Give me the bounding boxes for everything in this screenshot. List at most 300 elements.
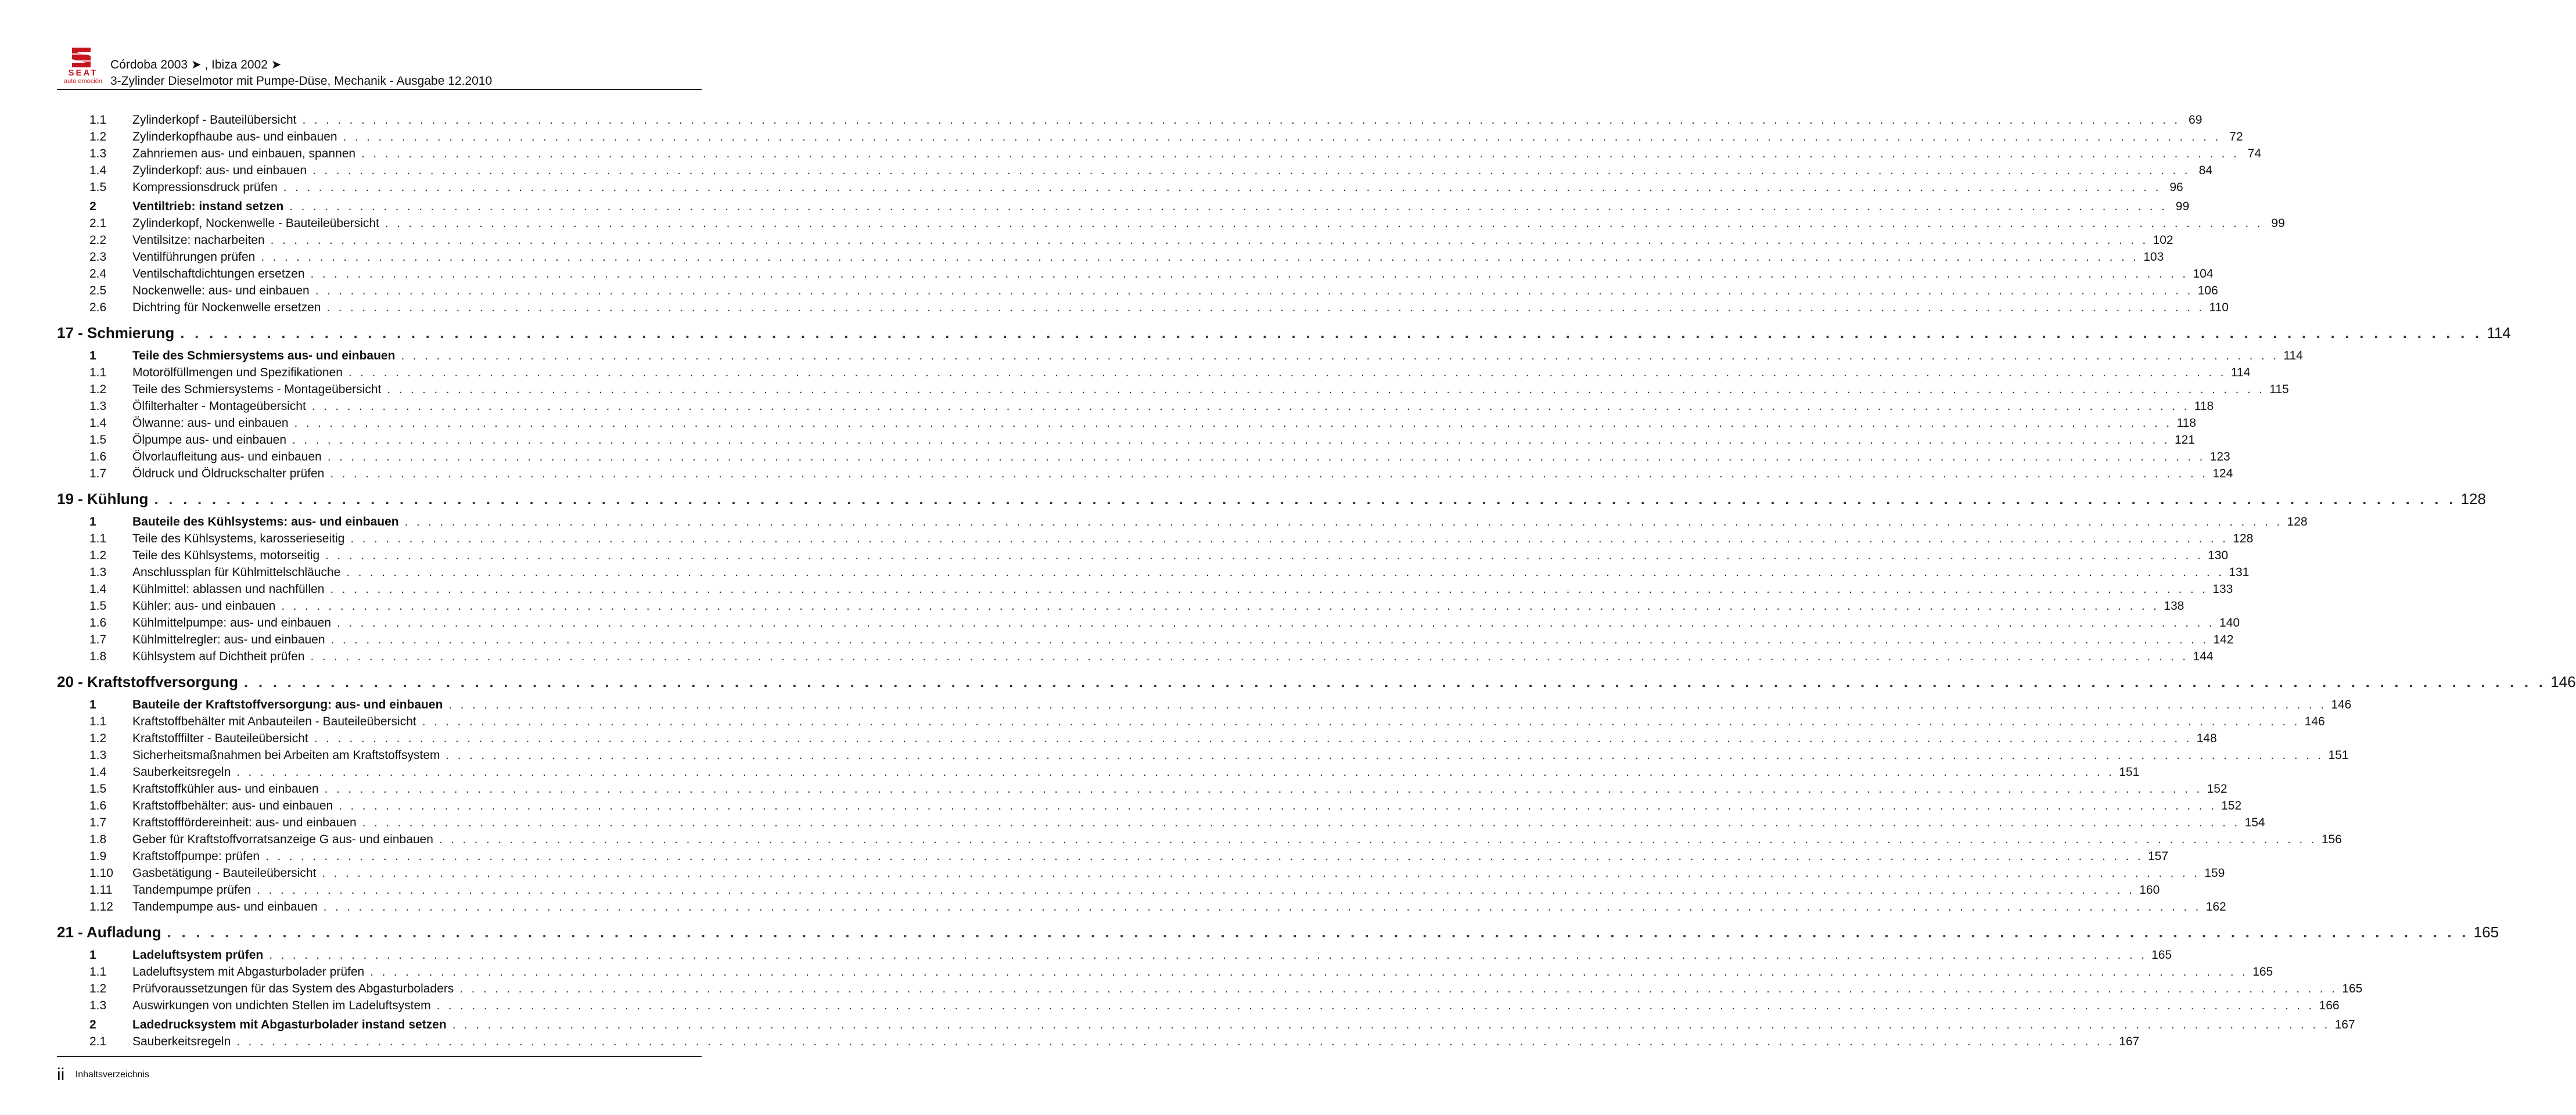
toc-entry-line [132,581,2233,598]
toc-entry-number: 1 [89,515,96,528]
toc-dot-leader: . . . . . . . . . . . . . . . . . . . . . . . . . . . . . . . . . . . . . . . . . . . . . . . . . . . . . . . . . . . . . . . . . . . . . . . . . . . . . . . . . . . . . . . . . . . . . . . . . . . . . . . . . . . . . . . . . . . . . . . . . . . . . . . . . . . . . . . . . . . . . . . . . . . . . . . . . . . . . . . . [362,816,2240,829]
toc-entry-page: 96 [2169,181,2183,194]
toc-dot-leader: . . . . . . . . . . . . . . . . . . . . . . . . . . . . . . . . . . . . . . . . . . . . . . . . . . . . . . . . . . . . . . . . . . . . . . . . . . . . . . . . . . . . . . . . . . . . . . . . . . . . . . . . . . . . . . . . . . . . . . . . . . . . . . . . . . . . . . . . . . . . . . . . . . . . . . . . . . . . . . . . [325,549,2204,562]
toc-entry-title: Auswirkungen von undichten Stellen im Ladeluftsystem [132,999,431,1012]
toc-entry-number: 2 [89,1018,96,1031]
toc-entry[interactable] [57,865,2225,882]
toc-entry-title: Kühlmittelregler: aus- und einbauen [132,633,325,646]
toc-entry-page: 99 [2175,200,2190,213]
toc-entry-number: 1.1 [89,715,107,728]
toc-entry-line [132,865,2225,882]
toc-entry-number: 1.5 [89,181,107,194]
toc-entry-page: 124 [2212,467,2233,480]
toc-dot-leader: . . . . . . . . . . . . . . . . . . . . . . . . . . . . . . . . . . . . . . . . . . . . . . . . . . . . . . . . . . . . . . . . . . . . . . . . . . . . . . . . . . . . . . . . . . . . . . . . . . . . . . . . . . . . . . . . . . . . . . . . . . . . . . . . . . . . . . . . . . . . . . . . . . . . . . . . . . . . . . . . [322,866,2200,880]
toc-entry-title: Prüfvoraussetzungen für das System des Abgasturboladers [132,982,454,995]
toc-entry-line [132,215,2285,232]
toc-entry-page: 146 [2304,715,2325,728]
toc-entry-title: Kraftstofffördereinheit: aus- und einbauen [132,816,357,829]
toc-entry-line [132,713,2325,730]
toc-entry-title: Öldruck und Öldruckschalter prüfen [132,467,325,480]
toc-dot-leader: . . . . . . . . . . . . . . . . . . . . . . . . . . . . . . . . . . . . . . . . . . . . . . . . . . . . . . . . . . . . . . . . . . . . . . . . . . . . . . . . . . . . . . . . . . . . . . . . . . . . . . . . . . . . . . . . . . . . . . . . . . . . . . . . . . . . . . . . . . . . . . . . . . . . . . . . . . . . . . . . [167,923,2469,941]
toc-entry[interactable] [57,179,2183,196]
toc-entry-page: 167 [2334,1018,2355,1031]
toc-entry-title: Kraftstoffpumpe: prüfen [132,850,260,863]
toc-entry-number: 1.3 [89,566,107,579]
toc-entry-line [132,882,2160,898]
toc-entry-title: Kühlmittelpumpe: aus- und einbauen [132,616,332,630]
toc-entry[interactable] [57,249,2164,265]
toc-entry-number: 1.7 [89,816,107,829]
toc-entry-page: 154 [2244,816,2265,829]
toc-entry[interactable] [57,898,2226,915]
toc-entry-line [132,265,2214,282]
toc-chapter-entry[interactable] [57,484,2486,513]
seat-emblem-icon [69,46,94,69]
toc-entry[interactable] [57,780,2227,797]
toc-entry-line [132,112,2203,128]
toc-entry[interactable] [57,713,2325,730]
toc-entry-number: 1.3 [89,749,107,762]
toc-entry-page: 128 [2460,490,2486,508]
toc-dot-leader: . . . . . . . . . . . . . . . . . . . . . . . . . . . . . . . . . . . . . . . . . . . . . . . . . . . . . . . . . . . . . . . . . . . . . . . . . . . . . . . . . . . . . . . . . . . . . . . . . . . . . . . . . . . . . . . . . . . . . . . . . . . . . . . . . . . . . . . . . . . . . . . . . . . . . . . . . . . . . . . . [445,749,2324,762]
toc-entry-line [132,431,2195,448]
toc-dot-leader: . . . . . . . . . . . . . . . . . . . . . . . . . . . . . . . . . . . . . . . . . . . . . . . . . . . . . . . . . . . . . . . . . . . . . . . . . . . . . . . . . . . . . . . . . . . . . . . . . . . . . . . . . . . . . . . . . . . . . . . . . . . . . . . . . . . . . . . . . . . . . . . . . . . . . . . . . . . . . . . . [257,883,2135,897]
toc-entry-number: 1.1 [89,532,107,545]
header-divider [57,89,702,90]
toc-entry-page: 167 [2119,1035,2140,1048]
toc-entry-number: 1.5 [89,782,107,796]
toc-entry-title: Kompressionsdruck prüfen [132,181,278,194]
toc-entry-line [132,598,2185,614]
toc-entry-number: 1.5 [89,599,107,613]
toc-dot-leader: . . . . . . . . . . . . . . . . . . . . . . . . . . . . . . . . . . . . . . . . . . . . . . . . . . . . . . . . . . . . . . . . . . . . . . . . . . . . . . . . . . . . . . . . . . . . . . . . . . . . . . . . . . . . . . . . . . . . . . . . . . . . . . . . . . . . . . . . . . . . . . . . . . . . . . . . . . . . . . . . [270,233,2149,247]
toc-entry-title: Ölwanne: aus- und einbauen [132,416,289,430]
toc-entry-number: 2.1 [89,217,107,230]
toc-entry-page: 146 [2331,698,2352,711]
toc-entry-number: 1.4 [89,765,107,779]
toc-entry[interactable] [57,530,2254,547]
toc-dot-leader: . . . . . . . . . . . . . . . . . . . . . . . . . . . . . . . . . . . . . . . . . . . . . . . . . . . . . . . . . . . . . . . . . . . . . . . . . . . . . . . . . . . . . . . . . . . . . . . . . . . . . . . . . . . . . . . . . . . . . . . . . . . . . . . . . . . . . . . . . . . . . . . . . . . . . . . . . . . . . . . . [337,616,2215,630]
toc-entry-page: 114 [2230,366,2251,379]
toc-dot-leader: . . . . . . . . . . . . . . . . . . . . . . . . . . . . . . . . . . . . . . . . . . . . . . . . . . . . . . . . . . . . . . . . . . . . . . . . . . . . . . . . . . . . . . . . . . . . . . . . . . . . . . . . . . . . . . . . . . . . . . . . . . . . . . . . . . . . . . . . . . . . . . . . . . . . . . . . . . . . . . . . [154,490,2456,508]
toc-entry-title: 20 - Kraftstoffversorgung [57,673,239,690]
logo-wordmark: SEAT [68,68,98,78]
toc-dot-leader: . . . . . . . . . . . . . . . . . . . . . . . . . . . . . . . . . . . . . . . . . . . . . . . . . . . . . . . . . . . . . . . . . . . . . . . . . . . . . . . . . . . . . . . . . . . . . . . . . . . . . . . . . . . . . . . . . . . . . . . . . . . . . . . . . . . . . . . . . . . . . . . . . . . . . . . . . . . . . . . . [315,284,2193,297]
toc-entry-page: 114 [2283,349,2303,362]
toc-entry-number: 2.6 [89,301,107,314]
toc-entry-number: 1 [89,948,96,962]
toc-entry-page: 102 [2153,233,2173,247]
toc-entry[interactable] [57,882,2160,898]
toc-entry-title: Ventilsitze: nacharbeiten [132,233,265,247]
toc-entry-number: 2.1 [89,1035,107,1048]
toc-entry-page: 133 [2212,582,2233,596]
toc-entry-page: 99 [2271,217,2285,230]
toc-entry-page: 159 [2204,866,2225,880]
toc-entry[interactable] [57,581,2233,598]
header-title-manual: 3-Zylinder Dieselmotor mit Pumpe-Düse, Mechanik - Ausgabe 12.2010 [110,74,493,88]
toc-entry-line [132,530,2254,547]
toc-section-entry[interactable] [57,1016,2355,1033]
toc-entry-line [132,997,2340,1014]
toc-entry[interactable] [57,747,2349,764]
toc-entry-number: 1.9 [89,850,107,863]
toc-entry-page: 165 [2342,982,2363,995]
toc-entry-title: Sauberkeitsregeln [132,765,231,779]
toc-entry-line [57,918,2499,947]
toc-entry[interactable] [57,145,2262,162]
toc-entry-line [132,898,2226,915]
toc-dot-leader: . . . . . . . . . . . . . . . . . . . . . . . . . . . . . . . . . . . . . . . . . . . . . . . . . . . . . . . . . . . . . . . . . . . . . . . . . . . . . . . . . . . . . . . . . . . . . . . . . . . . . . . . . . . . . . . . . . . . . . . . . . . . . . . . . . . . . . . . . . . . . . . . . . . . . . . . . . . . . . . . [302,113,2180,127]
toc-entry-number: 1.2 [89,130,107,143]
toc-entry-number: 1.4 [89,582,107,596]
toc-entry[interactable] [57,112,2203,128]
toc-entry-title: Teile des Kühlsystems, karosserieseitig [132,532,345,545]
toc-entry[interactable] [57,848,2169,865]
toc-entry-number: 1.4 [89,416,107,430]
toc-entry-line [132,1016,2355,1033]
toc-entry-number: 1 [89,349,96,362]
toc-entry[interactable] [57,415,2196,431]
toc-dot-leader: . . . . . . . . . . . . . . . . . . . . . . . . . . . . . . . . . . . . . . . . . . . . . . . . . . . . . . . . . . . . . . . . . . . . . . . . . . . . . . . . . . . . . . . . . . . . . . . . . . . . . . . . . . . . . . . . . . . . . . . . . . . . . . . . . . . . . . . . . . . . . . . . . . . . . . . . . . . . . . . . [236,1035,2115,1048]
toc-entry-line [132,299,2229,316]
toc-entry-page: 165 [2473,923,2499,941]
toc-entry-line [132,465,2233,482]
toc-entry[interactable] [57,162,2212,179]
toc-dot-leader: . . . . . . . . . . . . . . . . . . . . . . . . . . . . . . . . . . . . . . . . . . . . . . . . . . . . . . . . . . . . . . . . . . . . . . . . . . . . . . . . . . . . . . . . . . . . . . . . . . . . . . . . . . . . . . . . . . . . . . . . . . . . . . . . . . . . . . . . . . . . . . . . . . . . . . . . . . . . . . . . [385,217,2263,230]
toc-dot-leader: . . . . . . . . . . . . . . . . . . . . . . . . . . . . . . . . . . . . . . . . . . . . . . . . . . . . . . . . . . . . . . . . . . . . . . . . . . . . . . . . . . . . . . . . . . . . . . . . . . . . . . . . . . . . . . . . . . . . . . . . . . . . . . . . . . . . . . . . . . . . . . . . . . . . . . . . . . . . . . . . [314,732,2192,745]
toc-entry-page: 128 [2233,532,2254,545]
toc-section-entry[interactable] [57,947,2172,963]
toc-entry-line [132,145,2262,162]
toc-entry[interactable] [57,980,2363,997]
toc-entry[interactable] [57,265,2214,282]
toc-entry-number: 1.6 [89,616,107,630]
toc-entry-line [132,513,2308,530]
toc-dot-leader: . . . . . . . . . . . . . . . . . . . . . . . . . . . . . . . . . . . . . . . . . . . . . . . . . . . . . . . . . . . . . . . . . . . . . . . . . . . . . . . . . . . . . . . . . . . . . . . . . . . . . . . . . . . . . . . . . . . . . . . . . . . . . . . . . . . . . . . . . . . . . . . . . . . . . . . . . . . . . . . . [281,599,2160,613]
toc-entry-line [132,232,2173,249]
toc-entry[interactable] [57,764,2140,780]
toc-dot-leader: . . . . . . . . . . . . . . . . . . . . . . . . . . . . . . . . . . . . . . . . . . . . . . . . . . . . . . . . . . . . . . . . . . . . . . . . . . . . . . . . . . . . . . . . . . . . . . . . . . . . . . . . . . . . . . . . . . . . . . . . . . . . . . . . . . . . . . . . . . . . . . . . . . . . . . . . . . . . . . . . [324,782,2203,796]
toc-dot-leader: . . . . . . . . . . . . . . . . . . . . . . . . . . . . . . . . . . . . . . . . . . . . . . . . . . . . . . . . . . . . . . . . . . . . . . . . . . . . . . . . . . . . . . . . . . . . . . . . . . . . . . . . . . . . . . . . . . . . . . . . . . . . . . . . . . . . . . . . . . . . . . . . . . . . . . . . . . . . . . . . [327,450,2205,463]
toc-entry-line [132,631,2234,648]
toc-entry-page: 162 [2205,900,2226,913]
toc-entry-number: 1.7 [89,633,107,646]
toc-dot-leader: . . . . . . . . . . . . . . . . . . . . . . . . . . . . . . . . . . . . . . . . . . . . . . . . . . . . . . . . . . . . . . . . . . . . . . . . . . . . . . . . . . . . . . . . . . . . . . . . . . . . . . . . . . . . . . . . . . . . . . . . . . . . . . . . . . . . . . . . . . . . . . . . . . . . . . . . . . . . . . . . [326,301,2205,314]
toc-section-entry[interactable] [57,198,2190,215]
toc-entry-title: Kühler: aus- und einbauen [132,599,276,613]
toc-entry-page: 118 [2194,400,2214,413]
toc-entry-title: Ladeluftsystem mit Abgasturbolader prüfen [132,965,365,979]
toc-entry-page: 152 [2221,799,2242,812]
toc-entry-number: 1.6 [89,799,107,812]
toc-entry-page: 165 [2151,948,2172,962]
toc-entry-number: 2.3 [89,250,107,264]
toc-entry-title: Zylinderkopf, Nockenwelle - Bauteileübersicht [132,217,379,230]
toc-entry-number: 1.5 [89,433,107,447]
toc-dot-leader: . . . . . . . . . . . . . . . . . . . . . . . . . . . . . . . . . . . . . . . . . . . . . . . . . . . . . . . . . . . . . . . . . . . . . . . . . . . . . . . . . . . . . . . . . . . . . . . . . . . . . . . . . . . . . . . . . . . . . . . . . . . . . . . . . . . . . . . . . . . . . . . . . . . . . . . . . . . . . . . . [236,765,2115,779]
toc-entry-number: 2 [89,200,96,213]
toc-entry-number: 1.12 [89,900,113,913]
toc-entry-page: 118 [2176,416,2196,430]
toc-entry-title: Sauberkeitsregeln [132,1035,231,1048]
toc-entry-number: 1.1 [89,113,107,127]
toc-entry-title: 17 - Schmierung [57,324,175,341]
toc-entry[interactable] [57,1033,2140,1050]
toc-entry-number: 1.11 [89,883,113,897]
toc-entry-page: 140 [2219,616,2240,630]
toc-section-entry[interactable] [57,347,2303,364]
toc-dot-leader: . . . . . . . . . . . . . . . . . . . . . . . . . . . . . . . . . . . . . . . . . . . . . . . . . . . . . . . . . . . . . . . . . . . . . . . . . . . . . . . . . . . . . . . . . . . . . . . . . . . . . . . . . . . . . . . . . . . . . . . . . . . . . . . . . . . . . . . . . . . . . . . . . . . . . . . . . . . . . . . . [401,349,2279,362]
toc-entry[interactable] [57,282,2218,299]
footer-section-name: Inhaltsverzeichnis [75,1070,149,1080]
toc-entry-title: Anschlussplan für Kühlmittelschläuche [132,566,341,579]
toc-entry[interactable] [57,398,2214,415]
toc-entry[interactable] [57,215,2285,232]
toc-entry-title: Nockenwelle: aus- und einbauen [132,284,310,297]
toc-entry-page: 144 [2193,650,2214,663]
toc-dot-leader: . . . . . . . . . . . . . . . . . . . . . . . . . . . . . . . . . . . . . . . . . . . . . . . . . . . . . . . . . . . . . . . . . . . . . . . . . . . . . . . . . . . . . . . . . . . . . . . . . . . . . . . . . . . . . . . . . . . . . . . . . . . . . . . . . . . . . . . . . . . . . . . . . . . . . . . . . . . . . . . . [448,698,2327,711]
toc-entry-title: Kühlmittel: ablassen und nachfüllen [132,582,325,596]
toc-entry-title: Kraftstofffilter - Bauteileübersicht [132,732,308,745]
toc-entry[interactable] [57,648,2214,665]
toc-entry-page: 106 [2197,284,2218,297]
toc-entry-page: 165 [2252,965,2273,979]
toc-entry-title: Bauteile des Kühlsystems: aus- und einbauen [132,515,399,528]
toc-entry-number: 1.2 [89,383,107,396]
toc-entry-page: 128 [2287,515,2308,528]
toc-entry-number: 2.5 [89,284,107,297]
toc-entry-line [132,381,2289,398]
toc-entry-line [132,831,2342,848]
toc-entry-line [57,667,2576,696]
toc-chapter-entry[interactable] [57,667,2576,696]
toc-entry-line [132,648,2214,665]
toc-entry-title: Gasbetätigung - Bauteileübersicht [132,866,317,880]
toc-dot-leader: . . . . . . . . . . . . . . . . . . . . . . . . . . . . . . . . . . . . . . . . . . . . . . . . . . . . . . . . . . . . . . . . . . . . . . . . . . . . . . . . . . . . . . . . . . . . . . . . . . . . . . . . . . . . . . . . . . . . . . . . . . . . . . . . . . . . . . . . . . . . . . . . . . . . . . . . . . . . . . . . [348,366,2226,379]
toc-entry-line [132,947,2172,963]
toc-entry-title: Ölpumpe aus- und einbauen [132,433,287,447]
toc-entry-page: 148 [2196,732,2217,745]
toc-dot-leader: . . . . . . . . . . . . . . . . . . . . . . . . . . . . . . . . . . . . . . . . . . . . . . . . . . . . . . . . . . . . . . . . . . . . . . . . . . . . . . . . . . . . . . . . . . . . . . . . . . . . . . . . . . . . . . . . . . . . . . . . . . . . . . . . . . . . . . . . . . . . . . . . . . . . . . . . . . . . . . . . [289,200,2168,213]
toc-entry[interactable] [57,232,2173,249]
toc-entry-page: 69 [2189,113,2203,127]
toc-entry-page: 110 [2209,301,2229,314]
toc-entry-number: 1.3 [89,147,107,160]
toc-entry[interactable] [57,814,2265,831]
toc-entry[interactable] [57,381,2289,398]
toc-entry-title: Tandempumpe aus- und einbauen [132,900,318,913]
toc-entry-title: Zylinderkopf: aus- und einbauen [132,164,307,177]
toc-dot-leader: . . . . . . . . . . . . . . . . . . . . . . . . . . . . . . . . . . . . . . . . . . . . . . . . . . . . . . . . . . . . . . . . . . . . . . . . . . . . . . . . . . . . . . . . . . . . . . . . . . . . . . . . . . . . . . . . . . . . . . . . . . . . . . . . . . . . . . . . . . . . . . . . . . . . . . . . . . . . . . . . [343,130,2221,143]
toc-entry-line [57,484,2486,513]
toc-entry-line [132,282,2218,299]
toc-entry-line [132,614,2240,631]
toc-dot-leader: . . . . . . . . . . . . . . . . . . . . . . . . . . . . . . . . . . . . . . . . . . . . . . . . . . . . . . . . . . . . . . . . . . . . . . . . . . . . . . . . . . . . . . . . . . . . . . . . . . . . . . . . . . . . . . . . . . . . . . . . . . . . . . . . . . . . . . . . . . . . . . . . . . . . . . . . . . . . . . . . [323,900,2201,913]
page-footer [57,1065,149,1088]
toc-entry-page: 114 [2487,324,2511,341]
toc-entry-line [132,780,2227,797]
toc-entry[interactable] [57,448,2230,465]
toc-entry-title: Tandempumpe prüfen [132,883,252,897]
toc-entry-page: 151 [2328,749,2349,762]
toc-entry-number: 1 [89,698,96,711]
toc-entry-page: 138 [2164,599,2185,613]
toc-entry-page: 130 [2208,549,2229,562]
page-number: ii [57,1065,65,1084]
toc-entry-line [132,747,2349,764]
toc-entry-title: Ventilschaftdichtungen ersetzen [132,267,305,280]
toc-entry[interactable] [57,299,2229,316]
toc-entry-page: 160 [2139,883,2160,897]
toc-entry-number: 1.1 [89,965,107,979]
toc-entry[interactable] [57,465,2233,482]
toc-dot-leader: . . . . . . . . . . . . . . . . . . . . . . . . . . . . . . . . . . . . . . . . . . . . . . . . . . . . . . . . . . . . . . . . . . . . . . . . . . . . . . . . . . . . . . . . . . . . . . . . . . . . . . . . . . . . . . . . . . . . . . . . . . . . . . . . . . . . . . . . . . . . . . . . . . . . . . . . . . . . . . . . [387,383,2265,396]
toc-entry-title: Teile des Schmiersystems aus- und einbauen [132,349,396,362]
toc-entry[interactable] [57,431,2195,448]
toc-dot-leader: . . . . . . . . . . . . . . . . . . . . . . . . . . . . . . . . . . . . . . . . . . . . . . . . . . . . . . . . . . . . . . . . . . . . . . . . . . . . . . . . . . . . . . . . . . . . . . . . . . . . . . . . . . . . . . . . . . . . . . . . . . . . . . . . . . . . . . . . . . . . . . . . . . . . . . . . . . . . . . . . [422,715,2300,728]
toc-entry-line [132,128,2243,145]
toc-entry-title: Ölvorlaufleitung aus- und einbauen [132,450,322,463]
toc-dot-leader: . . . . . . . . . . . . . . . . . . . . . . . . . . . . . . . . . . . . . . . . . . . . . . . . . . . . . . . . . . . . . . . . . . . . . . . . . . . . . . . . . . . . . . . . . . . . . . . . . . . . . . . . . . . . . . . . . . . . . . . . . . . . . . . . . . . . . . . . . . . . . . . . . . . . . . . . . . . . . . . . [292,433,2170,447]
toc-entry-number: 1.7 [89,467,107,480]
toc-entry-page: 123 [2209,450,2230,463]
toc-entry-number: 1.3 [89,999,107,1012]
toc-entry-line [132,448,2230,465]
footer-divider [57,1056,702,1057]
toc-entry-page: 157 [2147,850,2169,863]
toc-dot-leader: . . . . . . . . . . . . . . . . . . . . . . . . . . . . . . . . . . . . . . . . . . . . . . . . . . . . . . . . . . . . . . . . . . . . . . . . . . . . . . . . . . . . . . . . . . . . . . . . . . . . . . . . . . . . . . . . . . . . . . . . . . . . . . . . . . . . . . . . . . . . . . . . . . . . . . . . . . . . . . . . [265,850,2143,863]
toc-entry-line [132,564,2250,581]
toc-entry[interactable] [57,997,2340,1014]
toc-entry[interactable] [57,547,2229,564]
toc-entry-page: 152 [2207,782,2227,796]
toc-section-entry[interactable] [57,513,2308,530]
toc-entry-line [132,347,2303,364]
toc-dot-leader: . . . . . . . . . . . . . . . . . . . . . . . . . . . . . . . . . . . . . . . . . . . . . . . . . . . . . . . . . . . . . . . . . . . . . . . . . . . . . . . . . . . . . . . . . . . . . . . . . . . . . . . . . . . . . . . . . . . . . . . . . . . . . . . . . . . . . . . . . . . . . . . . . . . . . . . . . . . . . . . . [346,566,2225,579]
toc-dot-leader: . . . . . . . . . . . . . . . . . . . . . . . . . . . . . . . . . . . . . . . . . . . . . . . . . . . . . . . . . . . . . . . . . . . . . . . . . . . . . . . . . . . . . . . . . . . . . . . . . . . . . . . . . . . . . . . . . . . . . . . . . . . . . . . . . . . . . . . . . . . . . . . . . . . . . . . . . . . . . . . . [330,467,2208,480]
toc-dot-leader: . . . . . . . . . . . . . . . . . . . . . . . . . . . . . . . . . . . . . . . . . . . . . . . . . . . . . . . . . . . . . . . . . . . . . . . . . . . . . . . . . . . . . . . . . . . . . . . . . . . . . . . . . . . . . . . . . . . . . . . . . . . . . . . . . . . . . . . . . . . . . . . . . . . . . . . . . . . . . . . . [330,633,2209,646]
page-header [57,45,702,91]
toc-entry-line [132,797,2242,814]
toc-dot-leader: . . . . . . . . . . . . . . . . . . . . . . . . . . . . . . . . . . . . . . . . . . . . . . . . . . . . . . . . . . . . . . . . . . . . . . . . . . . . . . . . . . . . . . . . . . . . . . . . . . . . . . . . . . . . . . . . . . . . . . . . . . . . . . . . . . . . . . . . . . . . . . . . . . . . . . . . . . . . . . . . [311,400,2190,413]
toc-dot-leader: . . . . . . . . . . . . . . . . . . . . . . . . . . . . . . . . . . . . . . . . . . . . . . . . . . . . . . . . . . . . . . . . . . . . . . . . . . . . . . . . . . . . . . . . . . . . . . . . . . . . . . . . . . . . . . . . . . . . . . . . . . . . . . . . . . . . . . . . . . . . . . . . . . . . . . . . . . . . . . . . [330,582,2208,596]
toc-dot-leader: . . . . . . . . . . . . . . . . . . . . . . . . . . . . . . . . . . . . . . . . . . . . . . . . . . . . . . . . . . . . . . . . . . . . . . . . . . . . . . . . . . . . . . . . . . . . . . . . . . . . . . . . . . . . . . . . . . . . . . . . . . . . . . . . . . . . . . . . . . . . . . . . . . . . . . . . . . . . . . . . [310,267,2189,280]
toc-entry-title: Bauteile der Kraftstoffversorgung: aus- und einbauen [132,698,443,711]
toc-entry-line [132,764,2140,780]
toc-entry-line [132,963,2273,980]
toc-entry-title: Kraftstoffkühler aus- und einbauen [132,782,319,796]
toc-entry-page: 121 [2174,433,2195,447]
toc-dot-leader: . . . . . . . . . . . . . . . . . . . . . . . . . . . . . . . . . . . . . . . . . . . . . . . . . . . . . . . . . . . . . . . . . . . . . . . . . . . . . . . . . . . . . . . . . . . . . . . . . . . . . . . . . . . . . . . . . . . . . . . . . . . . . . . . . . . . . . . . . . . . . . . . . . . . . . . . . . . . . . . . [404,515,2283,528]
toc-entry[interactable] [57,831,2342,848]
toc-entry-line [132,364,2251,381]
toc-entry[interactable] [57,128,2243,145]
toc-chapter-entry[interactable] [57,918,2499,947]
toc-dot-leader: . . . . . . . . . . . . . . . . . . . . . . . . . . . . . . . . . . . . . . . . . . . . . . . . . . . . . . . . . . . . . . . . . . . . . . . . . . . . . . . . . . . . . . . . . . . . . . . . . . . . . . . . . . . . . . . . . . . . . . . . . . . . . . . . . . . . . . . . . . . . . . . . . . . . . . . . . . . . . . . . [339,799,2217,812]
toc-entry-page: 72 [2229,130,2243,143]
toc-entry-page: 103 [2143,250,2164,264]
toc-dot-leader: . . . . . . . . . . . . . . . . . . . . . . . . . . . . . . . . . . . . . . . . . . . . . . . . . . . . . . . . . . . . . . . . . . . . . . . . . . . . . . . . . . . . . . . . . . . . . . . . . . . . . . . . . . . . . . . . . . . . . . . . . . . . . . . . . . . . . . . . . . . . . . . . . . . . . . . . . . . . . . . . [436,999,2315,1012]
toc-entry[interactable] [57,963,2273,980]
toc-entry[interactable] [57,797,2242,814]
toc-entry-page: 84 [2198,164,2212,177]
toc-entry-line [132,162,2212,179]
toc-entry[interactable] [57,730,2217,747]
toc-dot-leader: . . . . . . . . . . . . . . . . . . . . . . . . . . . . . . . . . . . . . . . . . . . . . . . . . . . . . . . . . . . . . . . . . . . . . . . . . . . . . . . . . . . . . . . . . . . . . . . . . . . . . . . . . . . . . . . . . . . . . . . . . . . . . . . . . . . . . . . . . . . . . . . . . . . . . . . . . . . . . . . . [261,250,2139,264]
toc-dot-leader: . . . . . . . . . . . . . . . . . . . . . . . . . . . . . . . . . . . . . . . . . . . . . . . . . . . . . . . . . . . . . . . . . . . . . . . . . . . . . . . . . . . . . . . . . . . . . . . . . . . . . . . . . . . . . . . . . . . . . . . . . . . . . . . . . . . . . . . . . . . . . . . . . . . . . . . . . . . . . . . . [439,833,2317,846]
toc-entry[interactable] [57,364,2251,381]
toc-entry-page: 166 [2319,999,2340,1012]
toc-entry-number: 1.8 [89,650,107,663]
toc-dot-leader: . . . . . . . . . . . . . . . . . . . . . . . . . . . . . . . . . . . . . . . . . . . . . . . . . . . . . . . . . . . . . . . . . . . . . . . . . . . . . . . . . . . . . . . . . . . . . . . . . . . . . . . . . . . . . . . . . . . . . . . . . . . . . . . . . . . . . . . . . . . . . . . . . . . . . . . . . . . . . . . . [459,982,2338,995]
toc-entry-title: Kühlsystem auf Dichtheit prüfen [132,650,305,663]
toc-entry-number: 1.1 [89,366,107,379]
toc-entry-title: Motorölfüllmengen und Spezifikationen [132,366,343,379]
toc-dot-leader: . . . . . . . . . . . . . . . . . . . . . . . . . . . . . . . . . . . . . . . . . . . . . . . . . . . . . . . . . . . . . . . . . . . . . . . . . . . . . . . . . . . . . . . . . . . . . . . . . . . . . . . . . . . . . . . . . . . . . . . . . . . . . . . . . . . . . . . . . . . . . . . . . . . . . . . . . . . . . . . . [294,416,2172,430]
toc-entry-line [132,730,2217,747]
toc-entry-title: Dichtring für Nockenwelle ersetzen [132,301,321,314]
toc-entry[interactable] [57,614,2240,631]
toc-entry-number: 1.4 [89,164,107,177]
toc-dot-leader: . . . . . . . . . . . . . . . . . . . . . . . . . . . . . . . . . . . . . . . . . . . . . . . . . . . . . . . . . . . . . . . . . . . . . . . . . . . . . . . . . . . . . . . . . . . . . . . . . . . . . . . . . . . . . . . . . . . . . . . . . . . . . . . . . . . . . . . . . . . . . . . . . . . . . . . . . . . . . . . . [361,147,2240,160]
toc-entry-line [132,814,2265,831]
toc-entry-number: 1.3 [89,400,107,413]
seat-logo [57,45,109,86]
toc-entry[interactable] [57,598,2185,614]
toc-entry-page: 156 [2321,833,2342,846]
toc-entry-page: 131 [2229,566,2250,579]
toc-entry[interactable] [57,631,2234,648]
toc-entry-title: Teile des Kühlsystems, motorseitig [132,549,320,562]
toc-entry-number: 1.6 [89,450,107,463]
toc-entry-number: 1.2 [89,549,107,562]
toc-entry-line [132,415,2196,431]
toc-entry-line [132,398,2214,415]
toc-entry-title: Zylinderkopf - Bauteilübersicht [132,113,297,127]
toc-dot-leader: . . . . . . . . . . . . . . . . . . . . . . . . . . . . . . . . . . . . . . . . . . . . . . . . . . . . . . . . . . . . . . . . . . . . . . . . . . . . . . . . . . . . . . . . . . . . . . . . . . . . . . . . . . . . . . . . . . . . . . . . . . . . . . . . . . . . . . . . . . . . . . . . . . . . . . . . . . . . . . . . [312,164,2190,177]
toc-entry-title: Ventilführungen prüfen [132,250,256,264]
toc-dot-leader: . . . . . . . . . . . . . . . . . . . . . . . . . . . . . . . . . . . . . . . . . . . . . . . . . . . . . . . . . . . . . . . . . . . . . . . . . . . . . . . . . . . . . . . . . . . . . . . . . . . . . . . . . . . . . . . . . . . . . . . . . . . . . . . . . . . . . . . . . . . . . . . . . . . . . . . . . . . . . . . . [350,532,2229,545]
toc-entry-line [132,1033,2140,1050]
toc-entry-title: Zylinderkopfhaube aus- und einbauen [132,130,337,143]
toc-entry-title: Ölfilterhalter - Montageübersicht [132,400,306,413]
toc-entry[interactable] [57,564,2250,581]
toc-entry-page: 104 [2193,267,2214,280]
toc-entry-line [57,318,2511,347]
header-title-models: Córdoba 2003 ➤ , Ibiza 2002 ➤ [110,58,282,71]
toc-chapter-entry[interactable] [57,318,2511,347]
toc-entry-number: 1.2 [89,982,107,995]
toc-entry-title: Ladedrucksystem mit Abgasturbolader instand setzen [132,1018,447,1031]
toc-dot-leader: . . . . . . . . . . . . . . . . . . . . . . . . . . . . . . . . . . . . . . . . . . . . . . . . . . . . . . . . . . . . . . . . . . . . . . . . . . . . . . . . . . . . . . . . . . . . . . . . . . . . . . . . . . . . . . . . . . . . . . . . . . . . . . . . . . . . . . . . . . . . . . . . . . . . . . . . . . . . . . . . [269,948,2147,962]
toc-entry-title: Teile des Schmiersystems - Montageübersicht [132,383,382,396]
table-of-contents [57,112,2576,1050]
toc-entry-number: 2.4 [89,267,107,280]
toc-entry-line [132,249,2164,265]
toc-entry-title: Zahnriemen aus- und einbauen, spannen [132,147,356,160]
toc-entry-number: 1.10 [89,866,113,880]
toc-entry-line [132,848,2169,865]
toc-entry-page: 142 [2213,633,2234,646]
toc-entry-title: Geber für Kraftstoffvorratsanzeige G aus- und einbauen [132,833,433,846]
toc-entry-number: 1.8 [89,833,107,846]
toc-entry-line [132,980,2363,997]
toc-dot-leader: . . . . . . . . . . . . . . . . . . . . . . . . . . . . . . . . . . . . . . . . . . . . . . . . . . . . . . . . . . . . . . . . . . . . . . . . . . . . . . . . . . . . . . . . . . . . . . . . . . . . . . . . . . . . . . . . . . . . . . . . . . . . . . . . . . . . . . . . . . . . . . . . . . . . . . . . . . . . . . . . [283,181,2161,194]
toc-dot-leader: . . . . . . . . . . . . . . . . . . . . . . . . . . . . . . . . . . . . . . . . . . . . . . . . . . . . . . . . . . . . . . . . . . . . . . . . . . . . . . . . . . . . . . . . . . . . . . . . . . . . . . . . . . . . . . . . . . . . . . . . . . . . . . . . . . . . . . . . . . . . . . . . . . . . . . . . . . . . . . . . [310,650,2189,663]
toc-entry-title: 19 - Kühlung [57,490,149,508]
toc-section-entry[interactable] [57,696,2352,713]
